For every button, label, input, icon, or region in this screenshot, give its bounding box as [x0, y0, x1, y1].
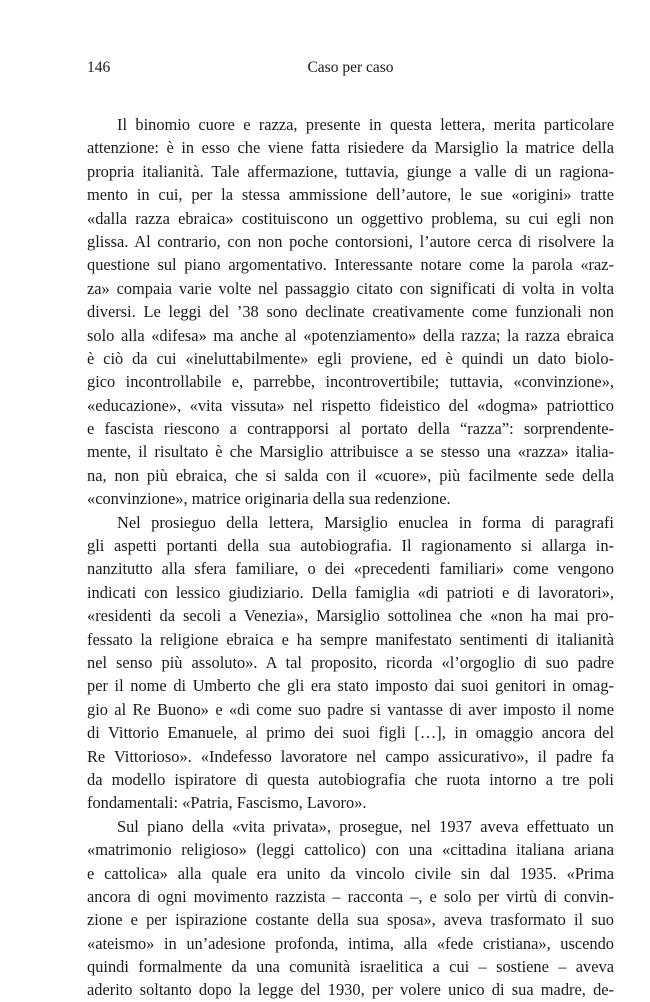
text-line: «educazione», «vita vissuta» nel rispetto fideistico del «dogma» patriottico	[87, 395, 614, 415]
text-line: fondamentali: «Patria, Fascismo, Lavoro».	[87, 793, 367, 813]
text-line: Nel prosieguo della lettera, Marsiglio enuclea in forma di paragrafi	[117, 512, 614, 532]
paragraph-3	[87, 815, 614, 1002]
text-line: na, non più ebraica, che si salda con il «cuore», più facilmente sede della	[87, 465, 614, 485]
text-line: solo alla «difesa» ma anche al «potenziamento» della razza; la razza ebraica	[87, 325, 614, 345]
text-line: gico incontrollabile e, parrebbe, incontrovertibile; tuttavia, «convinzione»,	[87, 372, 614, 392]
text-line: gli aspetti portanti della sua autobiografia. Il ragionamento si allarga in-	[87, 536, 614, 556]
text-line: mente, il risultato è che Marsiglio attribuisce a se stesso una «razza» italia-	[87, 442, 614, 462]
text-line: Sul piano della «vita privata», prosegue, nel 1937 aveva effettuato un	[117, 816, 614, 836]
page-number: 146	[87, 59, 111, 76]
text-line: glissa. Al contrario, con non poche contorsioni, l’autore cerca di risolvere la	[87, 231, 614, 251]
text-line: zione e per ispirazione costante della sua sposa», aveva trasformato il suo	[87, 910, 614, 930]
running-title: Caso per caso	[307, 59, 394, 76]
paragraph-1	[87, 113, 614, 511]
text-line: Re Vittorioso». «Indefesso lavoratore nel campo assicurativo», il padre fa	[87, 746, 614, 766]
body-text	[87, 113, 614, 1002]
text-line: nanzitutto alla sfera familiare, o dei «precedenti familiari» come vengono	[87, 559, 614, 579]
text-line: Il binomio cuore e razza, presente in questa lettera, merita particolare	[117, 115, 614, 134]
text-line: «ateismo» in un’adesione profonda, intima, alla «fede cristiana», uscendo	[87, 933, 614, 953]
text-line: «convinzione», matrice originaria della sua redenzione.	[87, 489, 451, 509]
text-line: «dalla razza ebraica» costituiscono un oggettivo problema, su cui egli non	[87, 208, 614, 228]
text-line: e cattolica» alla quale era unito da vincolo civile sin dal 1935. «Prima	[87, 863, 614, 883]
text-line: questione sul piano argomentativo. Interessante notare come la parola «raz-	[87, 255, 614, 275]
text-line: fessato la religione ebraica e ha sempre manifestato sentimenti di italianità	[87, 629, 614, 649]
text-line: per il nome di Umberto che gli era stato imposto dai suoi genitori in omag-	[87, 676, 614, 696]
text-line: aderito soltanto dopo la legge del 1930, per volere unico di sua madre, de-	[87, 980, 614, 1000]
text-line: da modello ispiratore di questa autobiografia che ruota intorno a tre poli	[87, 769, 614, 789]
text-line: quindi formalmente da una comunità israelitica a cui – sostiene – aveva	[87, 957, 614, 977]
running-header	[87, 59, 614, 81]
text-line: «residenti da secoli a Venezia», Marsiglio sottolinea che «non ha mai pro-	[87, 606, 614, 626]
text-line: è ciò da cui «ineluttabilmente» egli proviene, ed è quindi un dato biolo-	[87, 348, 614, 368]
text-line: attenzione: è in esso che viene fatta risiedere da Marsiglio la matrice della	[87, 138, 614, 158]
text-line: propria italianità. Tale affermazione, tuttavia, giunge a valle di un ragiona-	[87, 161, 614, 181]
text-line: gio al Re Buono» e «di come suo padre si vantasse di aver imposto il nome	[87, 699, 614, 719]
text-line: mento in cui, per la stessa ammissione dell’autore, le sue «origini» tratte	[87, 185, 614, 205]
text-line: nel senso più assoluto». A tal proposito, ricorda «l’orgoglio di suo padre	[87, 652, 614, 672]
text-line: indicati con lessico giudiziario. Della famiglia «di patrioti e di lavoratori»,	[87, 582, 614, 602]
text-line: di Vittorio Emanuele, al primo dei suoi figli […], in omaggio ancora del	[87, 723, 614, 743]
text-line: ancora di ogni movimento razzista – racconta –, e solo per virtù di convin-	[87, 886, 614, 906]
text-line: «matrimonio religioso» (leggi cattolico) con una «cittadina italiana ariana	[87, 840, 614, 860]
text-line: diversi. Le leggi del ’38 sono declinate creativamente come funzionali non	[87, 302, 614, 322]
paragraph-2	[87, 511, 614, 815]
text-line: e fascista riescono a contrapporsi al portato della “razza”: sorprendente-	[87, 419, 614, 439]
text-line: za» compaia varie volte nel passaggio citato con significati di volta in volta	[87, 278, 614, 298]
